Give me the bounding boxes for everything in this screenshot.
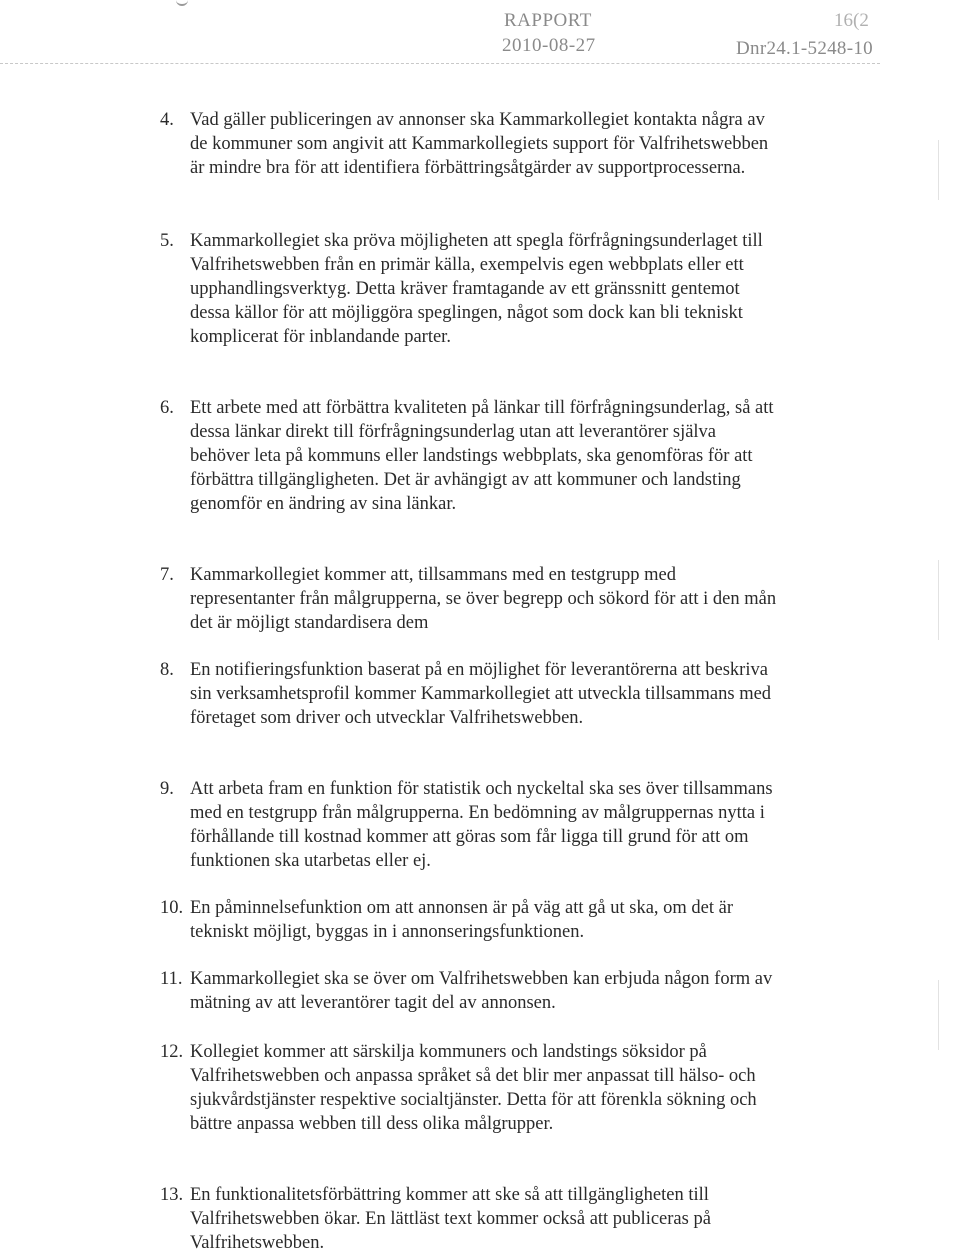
list-item <box>160 1040 780 1136</box>
list-item <box>160 108 780 180</box>
list-item <box>160 896 780 944</box>
report-date: 2010-08-27 <box>502 35 596 56</box>
item-text: En påminnelsefunktion om att annonsen är på väg att gå ut ska, om det är tekniskt möjligt, byggas in i annonseringsfunktionen. <box>190 898 734 942</box>
item-number: 13. <box>160 1185 184 1205</box>
item-text: Kammarkollegiet kommer att, tillsammans med en testgrupp med representanter från målgrupperna, se över begrepp och sökord för att i den mån det är möjligt standardisera dem <box>190 565 777 633</box>
item-text: En notifieringsfunktion baserat på en möjlighet för leverantörerna att beskriva sin verksamhetsprofil kommer Kammarkollegiet att utveckla tillsammans med företaget som driver och utvecklar Valfrihetswebben. <box>190 660 772 728</box>
item-text: Kammarkollegiet ska pröva möjligheten att spegla förfrågningsunderlaget till Valfrihetswebben från en primär källa, exempelvis egen webbplats eller ett upphandlingsverktyg. Detta kräver framtagande av ett gränssnitt gentemot dessa källor för att möjliggöra speglingen, något som dock kan bli tekniskt komplicerat för inblandande parter. <box>190 231 763 347</box>
item-number: 6. <box>160 398 174 418</box>
report-title: RAPPORT <box>504 10 592 31</box>
scan-noise <box>938 140 939 200</box>
list-item <box>160 563 780 635</box>
item-number: 10. <box>160 898 184 918</box>
item-text: En funktionalitetsförbättring kommer att ske så att tillgängligheten till Valfrihetswebben ökar. En lättläst text kommer också att publiceras på Valfrihetswebben. <box>190 1185 711 1253</box>
list-item <box>160 229 780 349</box>
list-item <box>160 1183 780 1255</box>
item-number: 12. <box>160 1042 184 1062</box>
item-text: Kammarkollegiet ska se över om Valfrihetswebben kan erbjuda någon form av mätning av att leverantörer tagit del av annonsen. <box>190 969 773 1013</box>
list-item <box>160 658 780 730</box>
list-item <box>160 777 780 873</box>
list-item <box>160 967 780 1015</box>
item-text: Kollegiet kommer att särskilja kommuners och landstings söksidor på Valfrihetswebben och anpassa språket så det blir mer anpassat till hälso- och sjukvårdstjänster respektive socialtjänster. Detta för att förenkla sökning och bättre anpassa webben till dess olika målgrupper. <box>190 1042 757 1134</box>
item-number: 11. <box>160 969 183 989</box>
scan-noise <box>938 560 939 640</box>
scan-mark <box>176 0 188 6</box>
item-number: 7. <box>160 565 174 585</box>
scan-noise <box>938 980 939 1050</box>
item-text: Vad gäller publiceringen av annonser ska Kammarkollegiet kontakta några av de kommuner som angivit att Kammarkollegiets support för Valfrihetswebben är mindre bra för att identifiera förbättringsåtgärder av supportprocesserna. <box>190 110 769 178</box>
page-number: 16(2 <box>834 10 869 31</box>
item-text: Ett arbete med att förbättra kvaliteten på länkar till förfrågningsunderlag, så att dessa länkar direkt till förfrågningsunderlag utan att leverantörer själva behöver leta på kommuns eller landstings webbplats, ska genomföras för att förbättra tillgängligheten. Det är avhängigt av att kommuner och landsting genomför en ändring av sina länkar. <box>190 398 774 514</box>
page-header <box>0 0 960 70</box>
item-number: 9. <box>160 779 174 799</box>
diary-number: Dnr24.1-5248-10 <box>736 38 873 59</box>
header-divider <box>0 63 880 64</box>
item-number: 5. <box>160 231 174 251</box>
list-item <box>160 396 780 516</box>
item-number: 4. <box>160 110 174 130</box>
item-number: 8. <box>160 660 174 680</box>
item-text: Att arbeta fram en funktion för statistik och nyckeltal ska ses över tillsammans med en testgrupp från målgrupperna. En bedömning av målgruppernas nytta i förhållande till kostnad kommer att göras som får ligga till grund för att om funktionen ska utarbetas eller ej. <box>190 779 773 871</box>
